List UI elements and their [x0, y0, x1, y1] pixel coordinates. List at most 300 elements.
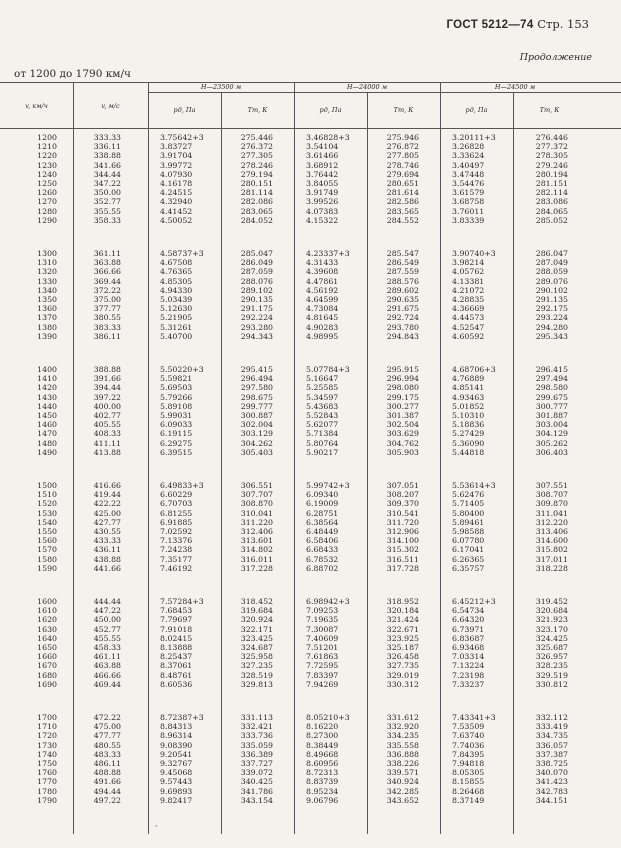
table-cell: 366.66: [93, 267, 121, 277]
table-cell: 328.235: [535, 661, 568, 671]
table-cell: 377.77: [93, 304, 121, 314]
table-cell: 338.226: [386, 759, 419, 768]
table-cell: 405.55: [93, 420, 121, 430]
table-cell: 4.85141: [452, 383, 485, 393]
table-cell: 341.66: [93, 160, 121, 170]
table-cell: 452.77: [93, 624, 121, 634]
standard-number: ГОСТ 5212—74: [446, 19, 534, 31]
table-cell: 6.98942+3: [306, 597, 350, 606]
table-cell: 298.080: [386, 383, 419, 393]
table-cell: 497.22: [93, 795, 121, 805]
table-cell: 4.67508: [160, 258, 193, 268]
table-cell: 318.452: [240, 597, 273, 606]
table-cell: 1440: [37, 401, 57, 411]
table-cell: 3.61466: [306, 151, 339, 161]
table-cell: 305.262: [535, 438, 568, 448]
table-cell: 1740: [37, 749, 57, 759]
table-cell: 8.16220: [306, 722, 339, 732]
table-cell: 282.086: [240, 197, 273, 207]
table-cell: 344.44: [93, 169, 121, 179]
table-cell: 1260: [37, 188, 57, 198]
table-cell: 6.64320: [452, 615, 485, 625]
table-cell: 427.77: [93, 517, 121, 527]
table-cell: 1720: [37, 731, 57, 741]
table-cell: 5.27429: [452, 429, 485, 439]
table-cell: 303.004: [535, 420, 568, 430]
table-cell: 311.041: [535, 508, 568, 518]
table-cell: 334.235: [386, 731, 419, 741]
table-cell: 293.280: [240, 322, 273, 332]
table-cell: 8.60536: [160, 679, 193, 689]
table-cell: 338.725: [535, 759, 568, 768]
table-cell: 1670: [37, 661, 57, 671]
table-cell: 304.262: [240, 438, 273, 448]
table-cell: 466.66: [93, 670, 121, 680]
table-cell: 5.99031: [160, 411, 193, 420]
table-cell: 4.64599: [306, 295, 339, 304]
table-cell: 308.207: [386, 490, 419, 500]
table-cell: 289.102: [240, 285, 273, 295]
table-cell: 323.170: [535, 624, 568, 634]
table-cell: 294.843: [386, 331, 419, 341]
table-cell: 1300: [37, 249, 57, 258]
page-number: Стр. 153: [537, 17, 589, 31]
table-cell: 8.25437: [160, 652, 193, 662]
table-cell: 319.452: [535, 597, 568, 606]
table-cell: 419.44: [93, 490, 121, 500]
table-cell: 9.06796: [306, 795, 339, 805]
table-cell: 369.44: [93, 276, 121, 286]
table-cell: 320.684: [535, 606, 568, 616]
table-cell: 4.56192: [306, 285, 339, 295]
table-cell: 299.175: [386, 392, 419, 402]
table-cell: 4.98995: [306, 331, 339, 341]
table-cell: 6.58406: [306, 536, 339, 546]
table-cell: 309.370: [386, 499, 419, 509]
table-cell: 329.019: [386, 670, 419, 680]
header-v-ms: v, м/с: [101, 102, 120, 110]
range-title: от 1200 до 1790 км/ч: [14, 68, 131, 80]
table-cell: 9.82417: [160, 795, 193, 805]
table-cell: 1750: [37, 759, 57, 768]
table-cell: 8.37061: [160, 661, 193, 671]
table-cell: 4.13381: [452, 276, 485, 286]
table-cell: 314.600: [535, 536, 568, 546]
table-cell: 358.33: [93, 215, 121, 225]
table-cell: 301.887: [535, 411, 568, 420]
table-cell: 391.66: [93, 374, 121, 384]
table-cell: 278.746: [386, 160, 419, 170]
table-cell: 317.011: [535, 554, 568, 564]
table-cell: 1330: [37, 276, 57, 286]
header-group-rule: [148, 92, 621, 93]
table-cell: 301.387: [386, 411, 419, 420]
table-cell: 277.372: [535, 142, 568, 152]
table-cell: 285.547: [386, 249, 419, 258]
table-cell: 361.11: [93, 249, 121, 258]
table-cell: 6.09033: [160, 420, 193, 430]
table-cell: 7.72595: [306, 661, 339, 671]
table-cell: 7.09253: [306, 606, 339, 616]
table-cell: 312.906: [386, 527, 419, 536]
table-cell: 5.31261: [160, 322, 193, 332]
table-cell: 305.903: [386, 447, 419, 457]
table-cell: 6.26365: [452, 554, 485, 564]
table-cell: 291.135: [535, 295, 568, 304]
table-cell: 313.406: [535, 527, 568, 536]
table-cell: 1250: [37, 179, 57, 188]
table-cell: 302.504: [386, 420, 419, 430]
table-cell: 338.88: [93, 151, 121, 161]
table-cell: 283.065: [240, 206, 273, 216]
table-cell: 1490: [37, 447, 57, 457]
table-cell: 1560: [37, 536, 57, 546]
table-cell: 323.925: [386, 633, 419, 643]
table-cell: 1480: [37, 438, 57, 448]
table-cell: 283.086: [535, 197, 568, 207]
table-cell: 8.38449: [306, 740, 339, 750]
table-cell: 335.558: [386, 740, 419, 750]
table-cell: 480.55: [93, 740, 121, 750]
table-cell: 304.762: [386, 438, 419, 448]
table-cell: 316.011: [240, 554, 273, 564]
table-cell: 280.194: [535, 169, 568, 179]
table-cell: 408.33: [93, 429, 121, 439]
table-cell: 6.29275: [160, 438, 193, 448]
col-rule-3: [294, 82, 295, 834]
table-cell: 295.415: [240, 365, 273, 374]
table-cell: 5.71405: [452, 499, 485, 509]
table-cell: 1390: [37, 331, 57, 341]
table-cell: 5.80400: [452, 508, 485, 518]
table-cell: 9.45068: [160, 768, 193, 778]
table-cell: 289.602: [386, 285, 419, 295]
table-cell: 5.79266: [160, 392, 193, 402]
table-cell: 425.00: [93, 508, 121, 518]
table-cell: 4.90283: [306, 322, 339, 332]
table-cell: 7.13224: [452, 661, 485, 671]
table-cell: 5.03439: [160, 295, 193, 304]
table-cell: 8.72387+3: [160, 713, 204, 722]
table-cell: 1220: [37, 151, 57, 161]
table-cell: 1200: [37, 133, 57, 142]
table-cell: 3.26828: [452, 142, 485, 152]
table-cell: 8.26468: [452, 786, 485, 796]
table-cell: 340.924: [386, 777, 419, 787]
table-cell: 1700: [37, 713, 57, 722]
table-cell: 1510: [37, 490, 57, 500]
table-cell: 279.694: [386, 169, 419, 179]
table-cell: 388.88: [93, 365, 121, 374]
table-cell: 7.94269: [306, 679, 339, 689]
table-cell: 6.91885: [160, 517, 193, 527]
table-cell: 7.30087: [306, 624, 339, 634]
table-cell: 5.89461: [452, 517, 485, 527]
table-cell: 5.62077: [306, 420, 339, 430]
table-cell: 280.151: [240, 179, 273, 188]
table-cell: 8.27300: [306, 731, 339, 741]
table-cell: 3.83339: [452, 215, 485, 225]
table-cell: 1760: [37, 768, 57, 778]
table-cell: 329.813: [240, 679, 273, 689]
table-cell: 302.004: [240, 420, 273, 430]
table-cell: 291.675: [386, 304, 419, 314]
table-cell: 280.651: [386, 179, 419, 188]
table-cell: 1550: [37, 527, 57, 536]
table-cell: 4.15322: [306, 215, 339, 225]
table-cell: 8.37149: [452, 795, 485, 805]
table-cell: 1410: [37, 374, 57, 384]
table-cell: 1360: [37, 304, 57, 314]
table-cell: 7.02592: [160, 527, 193, 536]
table-cell: 6.19115: [160, 429, 193, 439]
table-cell: 322.671: [386, 624, 419, 634]
table-cell: 4.05762: [452, 267, 485, 277]
table-cell: 386.11: [93, 331, 121, 341]
table-cell: 416.66: [93, 481, 121, 490]
table-cell: 411.11: [93, 438, 121, 448]
table-cell: 1320: [37, 267, 57, 277]
table-cell: 1210: [37, 142, 57, 152]
table-cell: 472.22: [93, 713, 121, 722]
table-cell: 383.33: [93, 322, 121, 332]
table-cell: 7.23198: [452, 670, 485, 680]
table-cell: 3.54104: [306, 142, 339, 152]
table-cell: 6.17041: [452, 545, 485, 555]
table-cell: 491.66: [93, 777, 121, 787]
table-cell: 287.059: [240, 267, 273, 277]
table-cell: 5.89108: [160, 401, 193, 411]
table-cell: 333.736: [240, 731, 273, 741]
table-cell: 336.11: [93, 142, 121, 152]
table-cell: 312.406: [240, 527, 273, 536]
table-cell: 339.072: [240, 768, 273, 778]
table-cell: 450.00: [93, 615, 121, 625]
table-cell: 4.39608: [306, 267, 339, 277]
table-cell: 3.84055: [306, 179, 339, 188]
table-cell: 6.45212+3: [452, 597, 496, 606]
table-cell: 300.277: [386, 401, 419, 411]
table-cell: 325.687: [535, 643, 568, 652]
stray-mark: ·: [155, 822, 158, 831]
table-cell: 3.76442: [306, 169, 339, 179]
table-cell: 4.21072: [452, 285, 485, 295]
table-cell: 6.88702: [306, 563, 339, 573]
table-cell: 6.39515: [160, 447, 193, 457]
table-cell: 1470: [37, 429, 57, 439]
table-cell: 363.88: [93, 258, 121, 268]
table-cell: 461.11: [93, 652, 121, 662]
table-cell: 291.175: [240, 304, 273, 314]
table-cell: 332.112: [535, 713, 568, 722]
table-cell: 5.71384: [306, 429, 339, 439]
table-cell: 316.511: [386, 554, 419, 564]
table-cell: 331.113: [240, 713, 273, 722]
table-cell: 7.03314: [452, 652, 485, 662]
table-cell: 298.675: [240, 392, 273, 402]
table-cell: 6.70703: [160, 499, 193, 509]
page-header: [447, 17, 589, 31]
table-cell: 9.57443: [160, 777, 193, 787]
table-cell: 3.33624: [452, 151, 485, 161]
table-cell: 318.952: [386, 597, 419, 606]
table-cell: 3.91749: [306, 188, 339, 198]
table-cell: 1530: [37, 508, 57, 518]
table-cell: 4.47861: [306, 276, 339, 286]
table-cell: 293.780: [386, 322, 419, 332]
table-cell: 5.80764: [306, 438, 339, 448]
table-cell: 1350: [37, 295, 57, 304]
table-cell: 475.00: [93, 722, 121, 732]
table-cell: 299.675: [535, 392, 568, 402]
table-cell: 282.114: [535, 188, 568, 198]
header-t1: Tт, К: [247, 106, 268, 114]
table-cell: 1570: [37, 545, 57, 555]
table-cell: 7.91018: [160, 624, 193, 634]
table-cell: 327.735: [386, 661, 419, 671]
table-cell: 321.424: [386, 615, 419, 625]
table-cell: 1290: [37, 215, 57, 225]
table-cell: 332.421: [240, 722, 273, 732]
table-cell: 4.41452: [160, 206, 193, 216]
header-p3: pд, Па: [465, 106, 488, 114]
table-cell: 285.052: [535, 215, 568, 225]
table-cell: 9.20541: [160, 749, 193, 759]
table-cell: 4.81645: [306, 313, 339, 323]
table-cell: 7.83397: [306, 670, 339, 680]
table-cell: 4.93463: [452, 392, 485, 402]
table-cell: 317.228: [240, 563, 273, 573]
table-cell: 3.46828+3: [306, 133, 350, 142]
table-cell: 308.870: [240, 499, 273, 509]
table-cell: 5.16647: [306, 374, 339, 384]
table-cell: 282.586: [386, 197, 419, 207]
table-cell: 304.129: [535, 429, 568, 439]
table-cell: 284.052: [240, 215, 273, 225]
table-cell: 319.684: [240, 606, 273, 616]
table-cell: 275.946: [386, 133, 419, 142]
table-cell: 6.19009: [306, 499, 339, 509]
table-cell: 8.05305: [452, 768, 485, 778]
table-cell: 288.059: [535, 267, 568, 277]
table-cell: 306.551: [240, 481, 273, 490]
table-cell: 1370: [37, 313, 57, 323]
table-cell: 469.44: [93, 679, 121, 689]
table-cell: 276.872: [386, 142, 419, 152]
table-cell: 400.00: [93, 401, 121, 411]
continuation-label: Продолжение: [519, 52, 592, 63]
table-cell: 325.187: [386, 643, 419, 652]
table-cell: 4.73084: [306, 304, 339, 314]
table-cell: 276.446: [535, 133, 568, 142]
table-cell: 275.446: [240, 133, 273, 142]
table-cell: 4.76889: [452, 374, 485, 384]
col-rule-4: [440, 82, 441, 834]
col-rule-2: [148, 82, 149, 834]
table-cell: 309.870: [535, 499, 568, 509]
table-cell: 6.78532: [306, 554, 339, 564]
table-cell: 294.343: [240, 331, 273, 341]
table-cell: 1340: [37, 285, 57, 295]
table-cell: 1420: [37, 383, 57, 393]
table-cell: 9.69893: [160, 786, 193, 796]
table-cell: 326.957: [535, 652, 568, 662]
table-cell: 1600: [37, 597, 57, 606]
table-cell: 1770: [37, 777, 57, 787]
table-cell: 1230: [37, 160, 57, 170]
table-cell: 1500: [37, 481, 57, 490]
table-cell: 6.28751: [306, 508, 339, 518]
table-cell: 318.228: [535, 563, 568, 573]
table-cell: 337.727: [240, 759, 273, 768]
table-cell: 320.924: [240, 615, 273, 625]
table-cell: 294.280: [535, 322, 568, 332]
table-cell: 352.77: [93, 197, 121, 207]
table-cell: 286.549: [386, 258, 419, 268]
table-cell: 329.519: [535, 670, 568, 680]
table-cell: 5.98588: [452, 527, 485, 536]
table-cell: 347.22: [93, 179, 121, 188]
table-cell: 7.68453: [160, 606, 193, 616]
table-cell: 6.07780: [452, 536, 485, 546]
table-cell: 1730: [37, 740, 57, 750]
table-cell: 444.44: [93, 597, 121, 606]
table-cell: 1270: [37, 197, 57, 207]
table-cell: 297.494: [535, 374, 568, 384]
table-cell: 1650: [37, 643, 57, 652]
table-cell: 333.33: [93, 133, 121, 142]
table-cell: 477.77: [93, 731, 121, 741]
table-cell: 436.11: [93, 545, 121, 555]
table-cell: 336.057: [535, 740, 568, 750]
table-cell: 300.887: [240, 411, 273, 420]
table-cell: 463.88: [93, 661, 121, 671]
table-cell: 1790: [37, 795, 57, 805]
table-cell: 5.59821: [160, 374, 193, 384]
table-cell: 422.22: [93, 499, 121, 509]
table-cell: 4.44573: [452, 313, 485, 323]
table-cell: 8.05210+3: [306, 713, 350, 722]
header-p1: pд, Па: [173, 106, 196, 114]
table-cell: 430.55: [93, 527, 121, 536]
table-cell: 7.74036: [452, 740, 485, 750]
table-cell: 277.305: [240, 151, 273, 161]
table-cell: 341.786: [240, 786, 273, 796]
table-cell: 1630: [37, 624, 57, 634]
table-cell: 6.54734: [452, 606, 485, 616]
table-cell: 6.38564: [306, 517, 339, 527]
table-cell: 340.070: [535, 768, 568, 778]
table-cell: 339.571: [386, 768, 419, 778]
table-cell: 4.60592: [452, 331, 485, 341]
table-cell: 286.049: [240, 258, 273, 268]
table-cell: 278.246: [240, 160, 273, 170]
table-cell: 307.551: [535, 481, 568, 490]
table-cell: 315.302: [386, 545, 419, 555]
table-cell: 8.02415: [160, 633, 193, 643]
table-cell: 295.343: [535, 331, 568, 341]
table-cell: 1690: [37, 679, 57, 689]
table-cell: 297.580: [240, 383, 273, 393]
table-cell: 8.49668: [306, 749, 339, 759]
table-cell: 1430: [37, 392, 57, 402]
table-cell: 281.114: [240, 188, 273, 198]
header-t3: Tт, К: [539, 106, 560, 114]
table-cell: 7.63740: [452, 731, 485, 741]
table-cell: 344.151: [535, 795, 568, 805]
table-cell: 4.24515: [160, 188, 193, 198]
table-cell: 290.635: [386, 295, 419, 304]
